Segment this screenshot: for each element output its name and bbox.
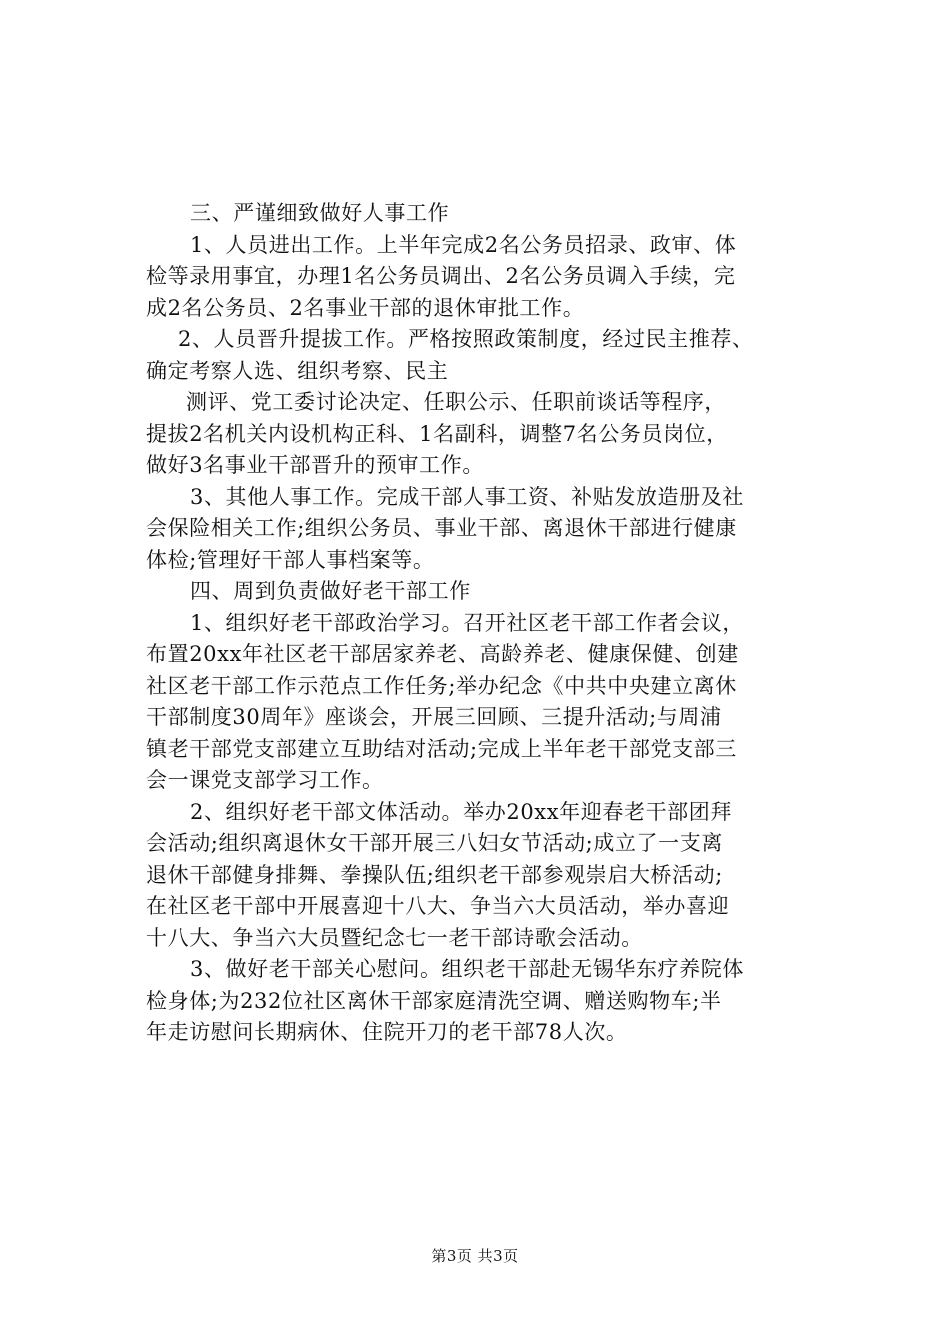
text-line: 会活动;组织离退休女干部开展三八妇女节活动;成立了一支离	[146, 831, 723, 855]
text-line: 检等录用事宜，办理1名公务员调出、2名公务员调入手续，完	[146, 264, 736, 288]
document-body	[146, 198, 836, 1049]
text-line: 测评、党工委讨论决定、任职公示、任职前谈话等程序，	[186, 390, 726, 414]
text-line: 在社区老干部中开展喜迎十八大、争当六大员活动，举办喜迎	[146, 894, 730, 918]
text-line: 提拔2名机关内设机构正科、1名副科，调整7名公务员岗位，	[146, 421, 728, 446]
text-line: 镇老干部党支部建立互助结对活动;完成上半年老干部党支部三	[146, 736, 737, 761]
text-line: 检身体;为232位社区离休干部家庭清洗空调、赠送购物车;半	[146, 988, 722, 1013]
text-line: 3、做好老干部关心慰问。组织老干部赴无锡华东疗养院体	[190, 957, 744, 981]
text-line: 3、其他人事工作。完成干部人事工资、补贴发放造册及社	[190, 484, 744, 509]
text-line: 确定考察人选、组织考察、民主	[146, 358, 449, 383]
text-line: 三、严谨细致做好人事工作	[190, 201, 450, 225]
page-footer: 第3页 共3页	[431, 1247, 519, 1265]
text-line: 年走访慰问长期病休、住院开刀的老干部78人次。	[146, 1020, 628, 1044]
text-line: 做好3名事业干部晋升的预审工作。	[146, 453, 484, 477]
text-line: 布置20xx年社区老干部居家养老、高龄养老、健康保健、创建	[146, 642, 739, 666]
text-line: 十八大、争当六大员暨纪念七一老干部诗歌会活动。	[146, 925, 643, 950]
text-line: 2、人员晋升提拔工作。严格按照政策制度，经过民主推荐、	[178, 327, 754, 351]
text-line: 干部制度30周年》座谈会，开展三回顾、三提升活动;与周浦	[146, 705, 722, 729]
text-line: 四、周到负责做好老干部工作	[190, 579, 471, 603]
text-line: 会一课党支部学习工作。	[146, 768, 384, 792]
text-line: 体检;管理好干部人事档案等。	[146, 547, 435, 572]
text-line: 社区老干部工作示范点工作任务;举办纪念《中共中央建立离休	[146, 673, 737, 698]
text-line: 2、组织好老干部文体活动。举办20xx年迎春老干部团拜	[190, 799, 732, 824]
text-line: 1、人员进出工作。上半年完成2名公务员招录、政审、体	[190, 232, 737, 257]
text-line: 成2名公务员、2名事业干部的退休审批工作。	[146, 295, 585, 320]
text-line: 1、组织好老干部政治学习。召开社区老干部工作者会议，	[190, 610, 744, 635]
text-line: 会保险相关工作;组织公务员、事业干部、离退休干部进行健康	[146, 516, 737, 540]
text-line: 退休干部健身排舞、拳操队伍;组织老干部参观崇启大桥活动;	[146, 862, 723, 887]
